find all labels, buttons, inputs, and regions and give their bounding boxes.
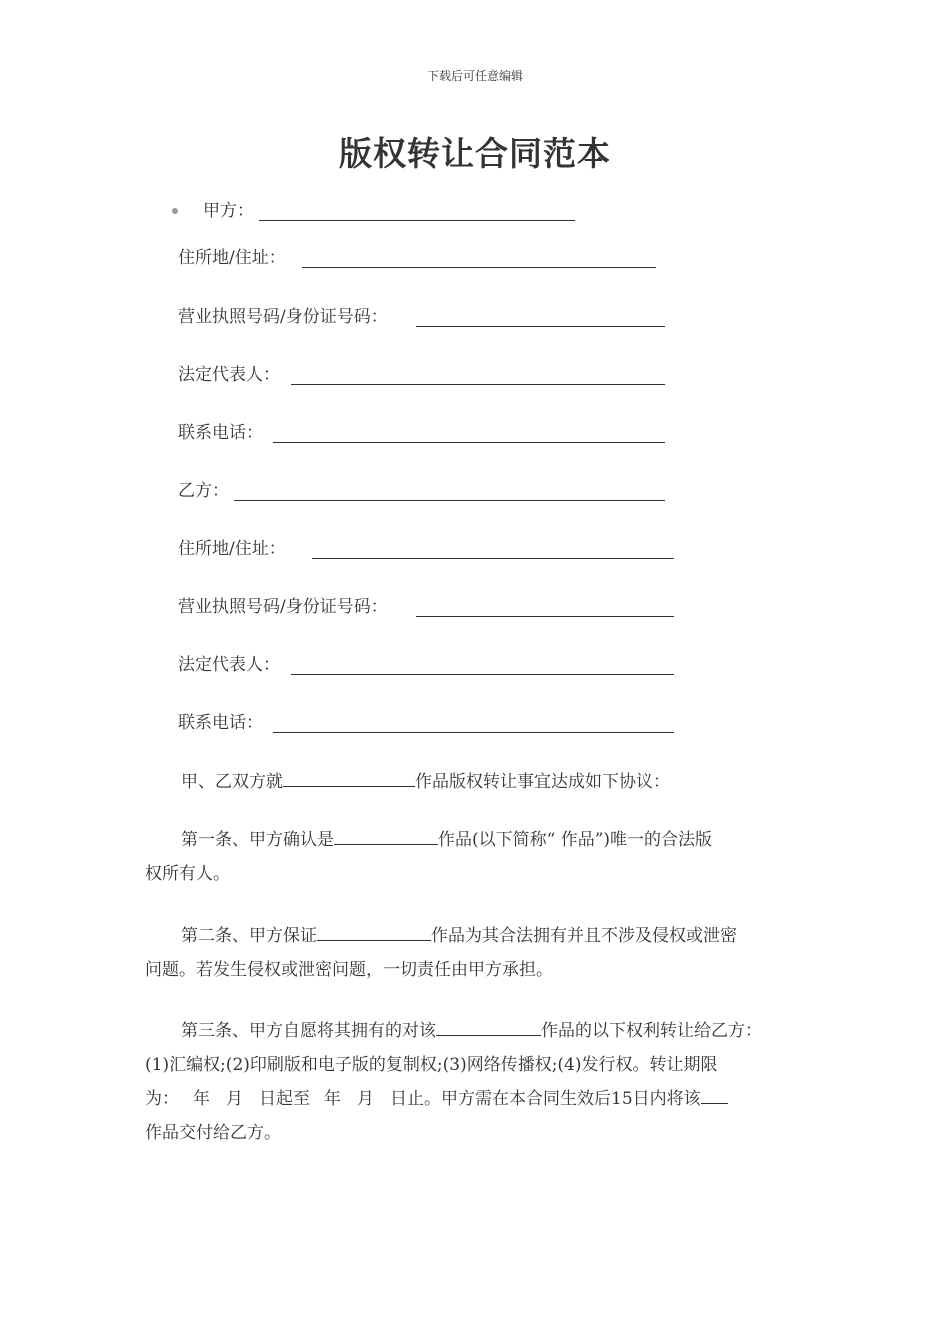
- party-a-address-field: [178, 245, 286, 271]
- page-title: 版权转让合同范本: [339, 134, 611, 173]
- party-b-phone-label: 联系电话：: [178, 713, 263, 733]
- party-b-phone-field: [178, 710, 263, 736]
- party-a-rep-label: 法定代表人：: [178, 365, 280, 385]
- article-2-part1: 第二条、甲方保证: [181, 926, 317, 946]
- article-1-part3: 权所有人。: [145, 864, 230, 884]
- party-b-rep-field: [178, 652, 280, 678]
- article-3: [145, 1014, 825, 1150]
- article-3-work-blank[interactable]: [701, 1083, 728, 1104]
- party-a-address-blank[interactable]: [302, 267, 656, 268]
- article-1-part2: 作品(以下简称“ 作品”)唯一的合法版: [438, 830, 713, 850]
- article-3-line4: 作品交付给乙方。: [145, 1123, 281, 1143]
- day-2: 日止。甲方需在本合同生效后15日内将该: [390, 1089, 701, 1109]
- party-b-license-blank[interactable]: [416, 616, 674, 617]
- article-2: [145, 919, 815, 987]
- party-b-label: 乙方：: [178, 481, 229, 501]
- day-1: 日起至: [259, 1089, 310, 1109]
- intro-part1: 甲、乙双方就: [181, 772, 283, 792]
- party-a-field: [203, 198, 254, 224]
- article-2-part2: 作品为其合法拥有并且不涉及侵权或泄密: [431, 926, 737, 946]
- year-2: 年: [324, 1089, 341, 1109]
- party-a-license-label: 营业执照号码/身份证号码：: [178, 307, 388, 327]
- party-a-phone-blank[interactable]: [273, 442, 665, 443]
- article-1-part1: 第一条、甲方确认是: [181, 830, 334, 850]
- party-b-phone-blank[interactable]: [273, 732, 674, 733]
- party-b-address-field: [178, 536, 286, 562]
- article-1: [145, 823, 815, 891]
- party-b-blank[interactable]: [234, 500, 665, 501]
- article-3-part2: 作品的以下权利转让给乙方：: [541, 1021, 762, 1041]
- party-b-address-blank[interactable]: [312, 558, 674, 559]
- party-b-rep-blank[interactable]: [291, 674, 674, 675]
- party-b-field: [178, 478, 229, 504]
- party-a-address-label: 住所地/住址：: [178, 248, 286, 268]
- month-2: 月: [357, 1089, 374, 1109]
- month-1: 月: [226, 1089, 243, 1109]
- party-a-rep-field: [178, 362, 280, 388]
- party-b-license-label: 营业执照号码/身份证号码：: [178, 597, 388, 617]
- party-a-blank[interactable]: [259, 220, 575, 221]
- article-3-blank[interactable]: [436, 1015, 541, 1036]
- bullet-icon: [172, 208, 178, 214]
- party-a-phone-label: 联系电话：: [178, 423, 263, 443]
- party-a-label: 甲方：: [203, 201, 254, 221]
- article-2-part3: 问题。若发生侵权或泄密问题，一切责任由甲方承担。: [145, 960, 553, 980]
- party-b-rep-label: 法定代表人：: [178, 655, 280, 675]
- party-a-license-blank[interactable]: [416, 326, 665, 327]
- party-a-phone-field: [178, 420, 263, 446]
- party-a-rep-blank[interactable]: [291, 384, 665, 385]
- party-b-license-field: [178, 594, 388, 620]
- article-3-line3a: 为：: [145, 1089, 179, 1109]
- article-3-part1: 第三条、甲方自愿将其拥有的对该: [181, 1021, 436, 1041]
- party-a-license-field: [178, 304, 388, 330]
- intro-paragraph: [145, 765, 815, 799]
- intro-part2: 作品版权转让事宜达成如下协议：: [415, 772, 670, 792]
- article-1-blank[interactable]: [334, 824, 438, 845]
- party-b-address-label: 住所地/住址：: [178, 539, 286, 559]
- article-3-line2: (1)汇编权;(2)印刷版和电子版的复制权;(3)网络传播权;(4)发行权。转让期限: [145, 1055, 718, 1075]
- article-2-blank[interactable]: [317, 920, 431, 941]
- work-name-blank[interactable]: [283, 766, 415, 787]
- header-note: 下载后可任意编辑: [426, 69, 523, 83]
- year-1: 年: [193, 1089, 210, 1109]
